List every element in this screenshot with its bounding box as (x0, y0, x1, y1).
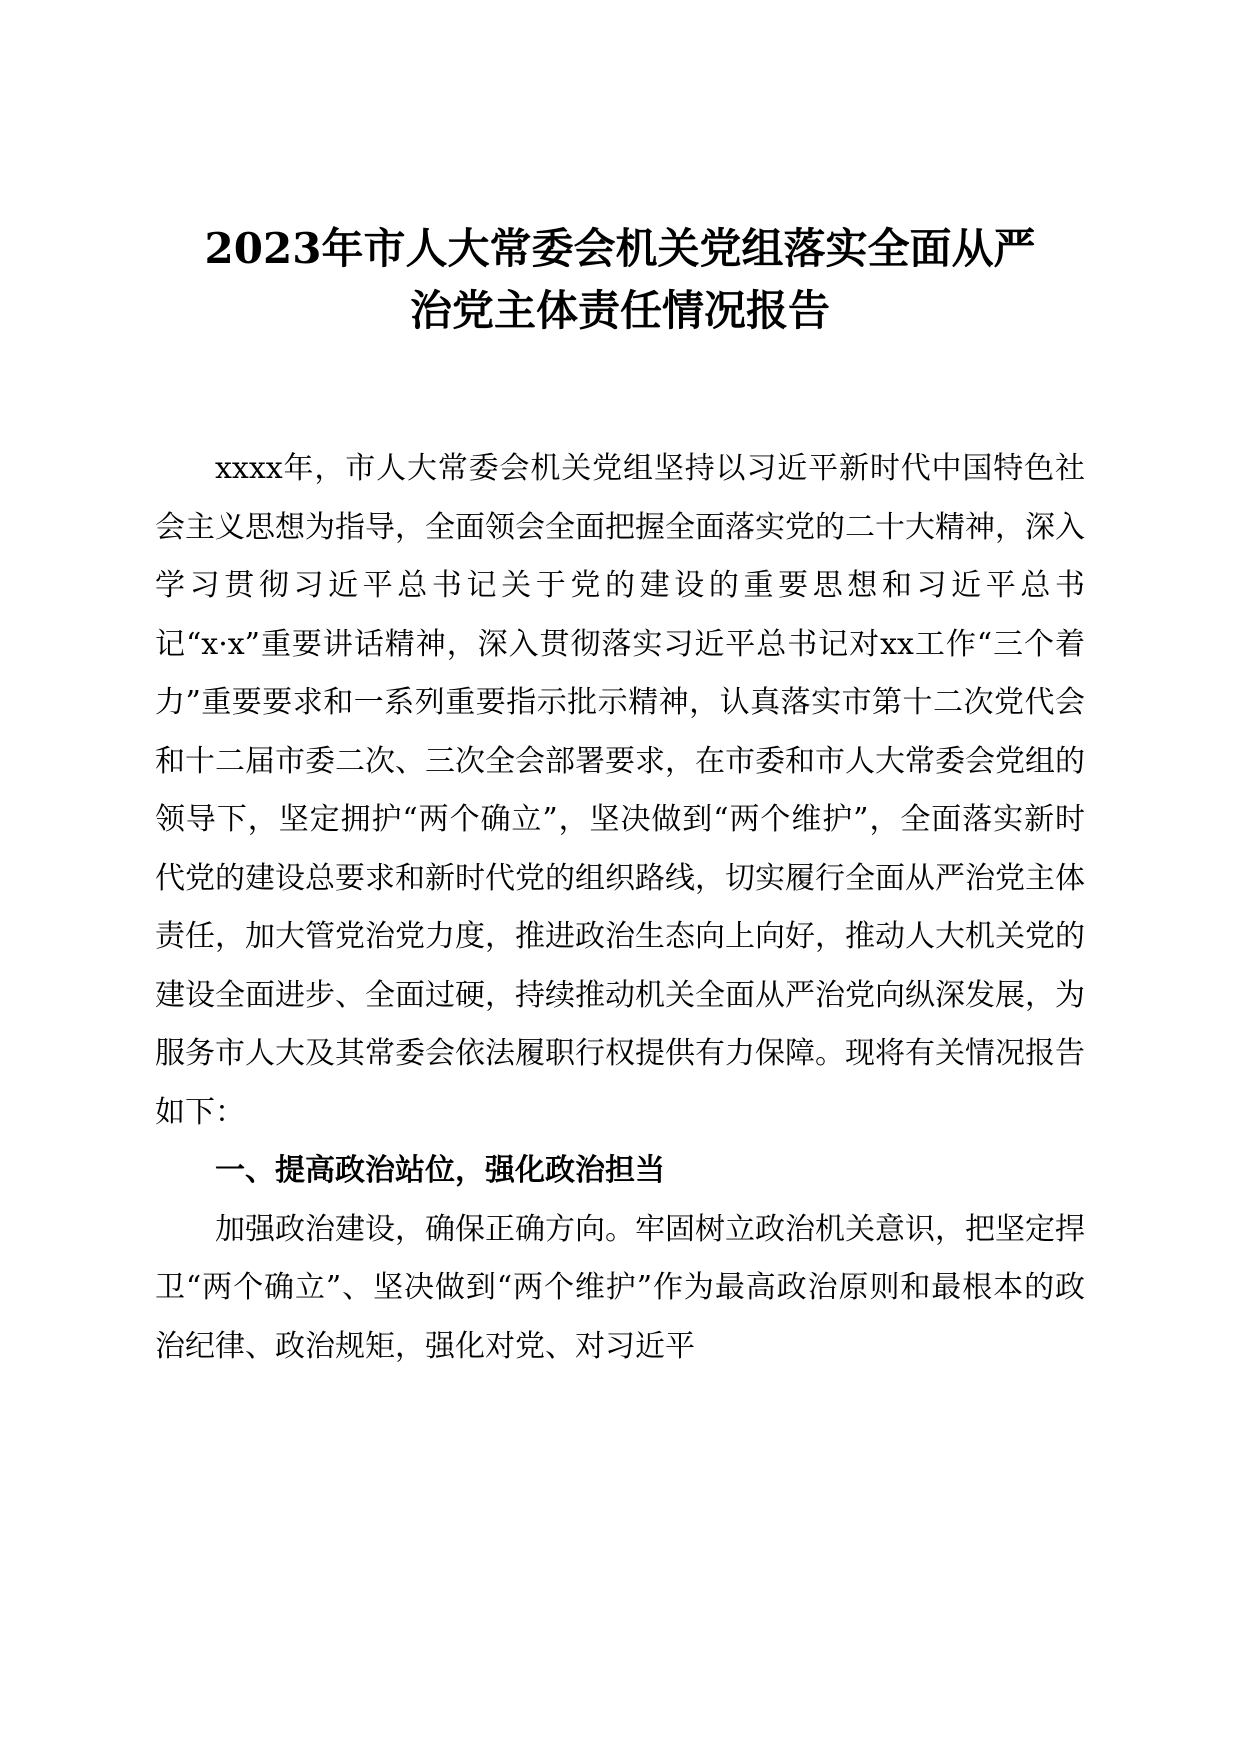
title-line-2: 治党主体责任情况报告 (409, 286, 830, 335)
section-heading-1: 一、提高政治站位，强化政治担当 (215, 1153, 665, 1188)
document-body (155, 440, 1085, 1376)
section-1-paragraph: 加强政治建设，确保正确方向。牢固树立政治机关意识，把坚定捍卫“两个确立”、坚决做到“两个维护”作为最高政治原则和最根本的政治纪律、政治规矩，强化对党、对习近平 (155, 1211, 1085, 1364)
title-line-1: 2023年市人大常委会机关党组落实全面从严 (204, 224, 1036, 273)
document-title (150, 218, 1090, 342)
intro-paragraph: xxxx年，市人大常委会机关党组坚持以习近平新时代中国特色社会主义思想为指导，全面领会全面把握全面落实党的二十大精神，深入学习贯彻习近平总书记关于党的建设的重要思想和习近平总书记“x·x”重要讲话精神，深入贯彻落实习近平总书记对xx工作“三个着力”重要要求和一系列重要指示批示精神，认真落实市第十二次党代会和十二届市委二次、三次全会部署要求，在市委和市人大常委会党组的领导下，坚定拥护“两个确立”，坚决做到“两个维护”，全面落实新时代党的建设总要求和新时代党的组织路线，切实履行全面从严治党主体责任，加大管党治党力度，推进政治生态向上向好，推动人大机关党的建设全面进步、全面过硬，持续推动机关全面从严治党向纵深发展，为服务市人大及其常委会依法履职行权提供有力保障。现将有关情况报告如下： (155, 451, 1085, 1130)
